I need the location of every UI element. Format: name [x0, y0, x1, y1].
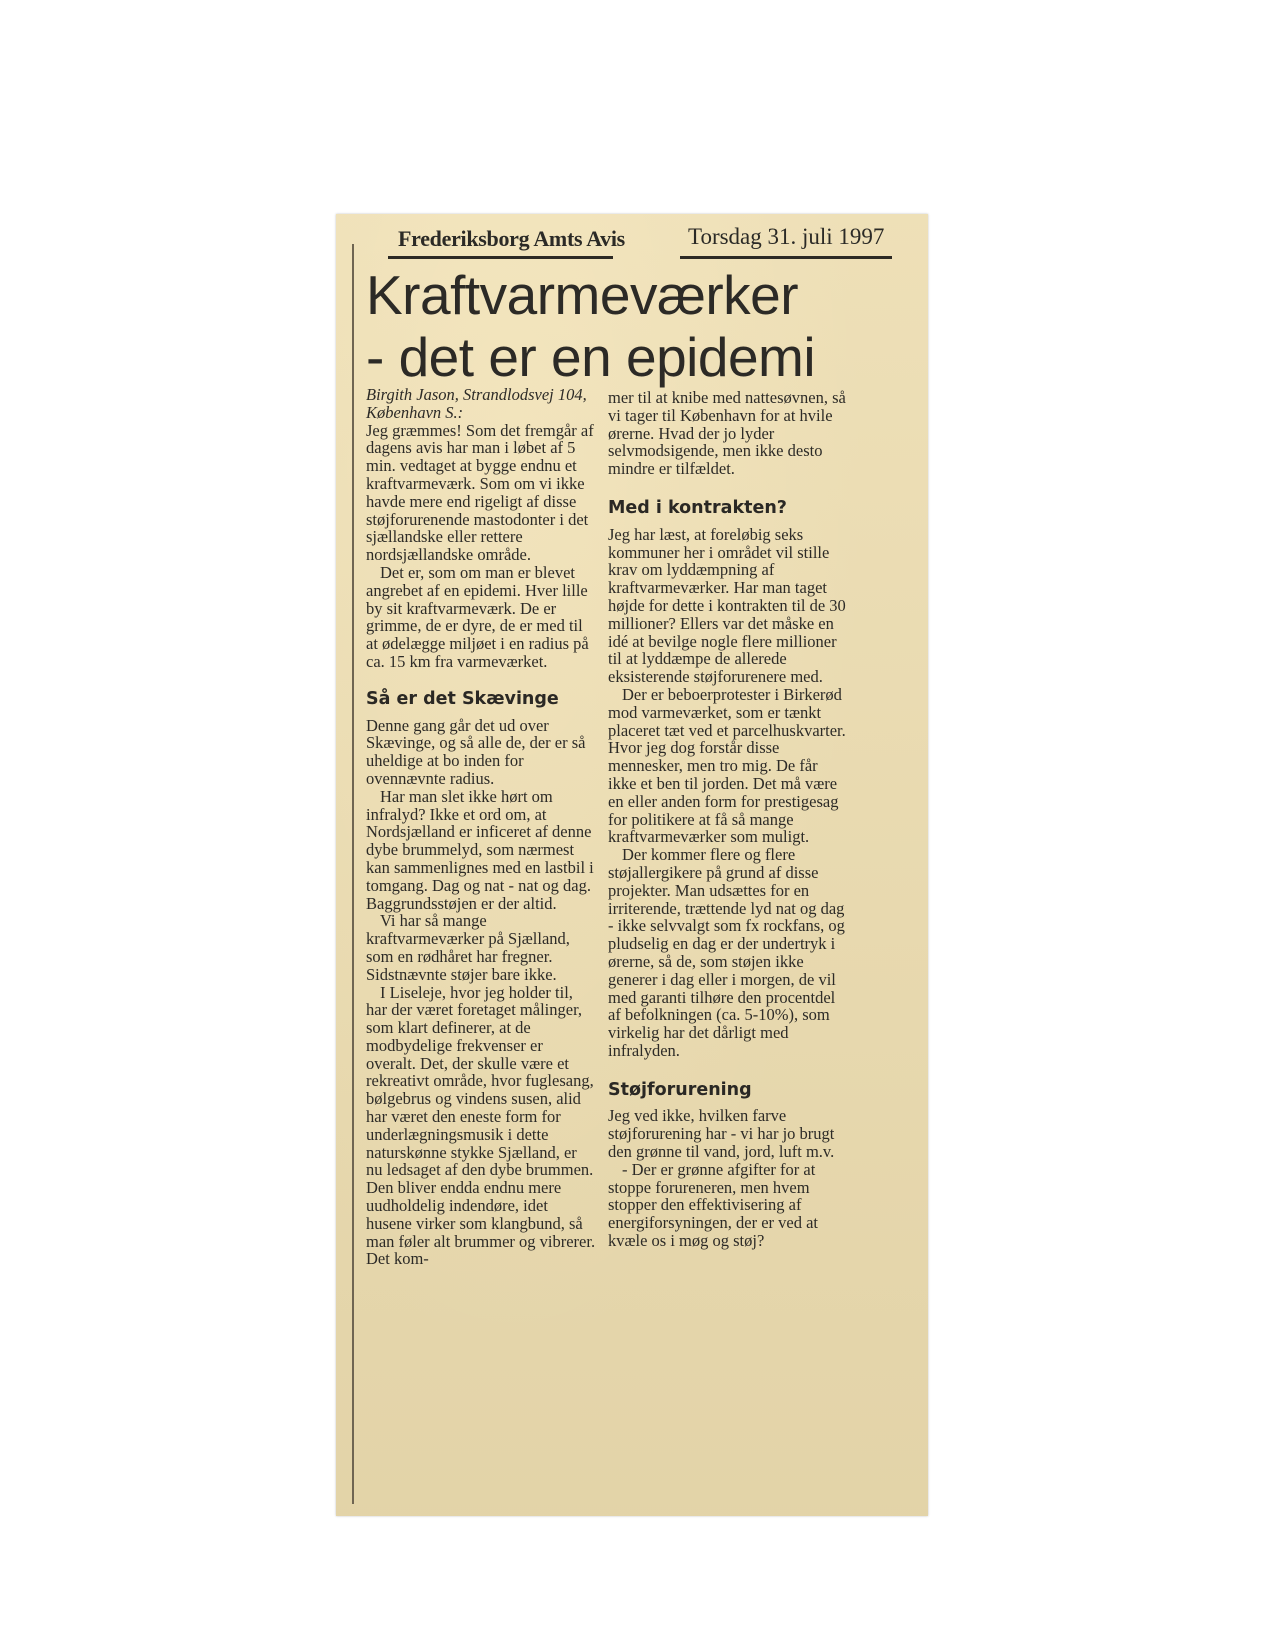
paper-name: Frederiksborg Amts Avis: [398, 226, 625, 251]
paragraph: mer til at knibe med nattesøvnen, så vi tager til København for at hvile ørerne. Hvad der jo lyder selvmodsigende, men ikke desto mindre er tilfældet.: [608, 388, 846, 479]
column-rule: [352, 244, 354, 1504]
masthead: [388, 222, 898, 260]
paper-name-underline: [388, 256, 613, 259]
right-column: [608, 389, 846, 1250]
subheading-stoejforurening: Støjforurening: [608, 1079, 752, 1100]
paragraph: I Liseleje, hvor jeg holder til, har der været foretaget målinger, som klart definerer, at de modbydelige frekvenser er overalt. Det, der skulle være et rekreativt område, hvor fuglesang, bølgebrus og vindens susen, alid har været den eneste form for underlægningsmusik i dette naturskønne stykke Sjælland, er nu ledsaget af den dybe brummen. Den bliver endda endnu mere uudholdelig indendøre, idet husene virker som klangbund, så man føler alt brummer og vibrerer. Det kom-: [366, 982, 596, 1269]
left-column: [366, 386, 596, 1268]
paragraph: Jeg har læst, at foreløbig seks kommuner her i området vil stille krav om lyddæmpning af kraftvarmeværker. Har man taget højde for dette i kontrakten til de 30 millioner? Ellers var det måske en idé at bevilge nogle flere millioner til at lyddæmpe de allerede eksisterende støjforurenere med.: [608, 524, 846, 687]
headline: [366, 264, 906, 388]
byline: Birgith Jason, Strandlodsvej 104, København S.:: [366, 385, 587, 422]
paragraph: Det er, som om man er blevet angrebet af en epidemi. Hver lille by sit kraftvarmeværk. De er grimme, de er dyre, de er med til at ødelægge miljøet i en radius på ca. 15 km fra varmeværket.: [366, 562, 589, 671]
newspaper-clipping: [336, 214, 928, 1516]
paragraph: - Der er grønne afgifter for at stoppe forureneren, men hvem stopper den effektivisering af energiforsyningen, der er ved at kvæle os i møg og støj?: [608, 1159, 818, 1251]
subheading-skaevinge: Så er det Skævinge: [366, 688, 559, 709]
headline-line-1: Kraftvarmeværker: [366, 264, 799, 326]
date-underline: [680, 256, 892, 259]
publication-date: Torsdag 31. juli 1997: [688, 224, 885, 249]
paragraph: Denne gang går det ud over Skævinge, og så alle de, der er så uheldige at bo inden for ovennævnte radius.: [366, 715, 586, 788]
paragraph: Jeg græmmes! Som det fremgår af dagens avis har man i løbet af 5 min. vedtaget at bygge endnu et kraftvarmeværk. Som om vi ikke havde mere end rigeligt af disse støjforurenende mastodonter i det sjællandske eller rettere nordsjællandske område.: [366, 420, 594, 565]
headline-line-2: - det er en epidemi: [366, 326, 816, 388]
paragraph: Vi har så mange kraftvarmeværker på Sjælland, som en rødhåret har fregner. Sidstnævnte støjer bare ikke.: [366, 911, 570, 984]
paragraph: Der kommer flere og flere støjallergikere på grund af disse projekter. Man udsættes for en irriterende, trættende lyd nat og dag - ikke selvvalgt som fx rockfans, og pludselig en dag er der undertryk i ørerne, så de, som støjen ikke generer i dag eller i morgen, de vil med garanti tilhøre den procentdel af befolkningen (ca. 5-10%), som virkelig har det dårligt med infralyden.: [608, 845, 845, 1060]
paragraph: Jeg ved ikke, hvilken farve støjforurening har - vi har jo brugt den grønne til vand, jord, luft m.v.: [608, 1106, 835, 1162]
paragraph: Har man slet ikke hørt om infralyd? Ikke et ord om, at Nordsjælland er inficeret af denne dybe brummelyd, som nærmest kan sammenlignes med en lastbil i tomgang. Dag og nat - nat og dag. Baggrundsstøjen er der altid.: [366, 786, 594, 913]
paragraph: Der er beboerprotester i Birkerød mod varmeværket, som er tænkt placeret tæt ved et parcelhuskvarter. Hvor jeg dog forstår disse mennesker, men tro mig. De får ikke et ben til jorden. Det må være en eller anden form for prestigesag for politikere at få så mange kraftvarmeværker som muligt.: [608, 684, 846, 847]
subheading-kontrakten: Med i kontrakten?: [608, 497, 787, 518]
